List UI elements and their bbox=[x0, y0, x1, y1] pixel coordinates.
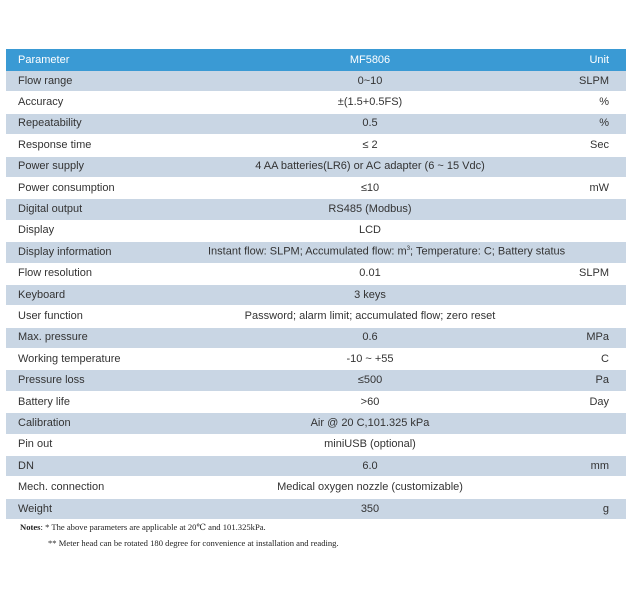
spec-table bbox=[6, 49, 626, 520]
row-parameter: Power consumption bbox=[6, 177, 208, 198]
table-row bbox=[6, 71, 626, 92]
notes-label: Notes bbox=[20, 522, 41, 532]
row-unit: C bbox=[532, 349, 626, 370]
header-unit: Unit bbox=[532, 49, 626, 71]
row-parameter: Pressure loss bbox=[6, 370, 208, 391]
row-value: >60 bbox=[208, 391, 532, 412]
row-parameter: Accuracy bbox=[6, 92, 208, 113]
header-parameter: Parameter bbox=[6, 49, 208, 71]
row-value: 0.5 bbox=[208, 113, 532, 134]
row-value: Medical oxygen nozzle (customizable) bbox=[208, 477, 532, 498]
table-row bbox=[6, 284, 626, 305]
table-row bbox=[6, 199, 626, 220]
row-parameter: Calibration bbox=[6, 413, 208, 434]
row-parameter: Response time bbox=[6, 135, 208, 156]
table-row bbox=[6, 456, 626, 477]
header-model: MF5806 bbox=[208, 49, 532, 71]
row-parameter: DN bbox=[6, 456, 208, 477]
row-unit: Day bbox=[532, 391, 626, 412]
row-parameter: Flow resolution bbox=[6, 263, 208, 284]
row-value: 350 bbox=[208, 498, 532, 519]
table-row bbox=[6, 327, 626, 348]
value-text: ; Temperature: C; Battery status bbox=[410, 246, 566, 259]
row-parameter: Repeatability bbox=[6, 113, 208, 134]
table-row bbox=[6, 306, 626, 327]
superscript: 3 bbox=[406, 246, 411, 253]
row-parameter: Weight bbox=[6, 498, 208, 519]
table-row bbox=[6, 434, 626, 455]
row-unit bbox=[532, 284, 626, 305]
row-unit bbox=[532, 220, 626, 241]
row-unit: % bbox=[532, 113, 626, 134]
row-unit bbox=[532, 477, 626, 498]
notes-text-1: : * The above parameters are applicable at 20℃ and 101.325kPa. bbox=[40, 522, 266, 532]
row-unit: Sec bbox=[532, 135, 626, 156]
table-row bbox=[6, 156, 626, 177]
row-unit bbox=[532, 199, 626, 220]
table-row bbox=[6, 413, 626, 434]
row-parameter: Digital output bbox=[6, 199, 208, 220]
notes-line-1 bbox=[20, 519, 339, 535]
row-unit: g bbox=[532, 498, 626, 519]
row-parameter: Working temperature bbox=[6, 349, 208, 370]
row-unit bbox=[532, 413, 626, 434]
table-row bbox=[6, 135, 626, 156]
row-parameter: User function bbox=[6, 306, 208, 327]
table-row bbox=[6, 177, 626, 198]
row-unit: mm bbox=[532, 456, 626, 477]
row-parameter: Display bbox=[6, 220, 208, 241]
row-parameter: Battery life bbox=[6, 391, 208, 412]
row-value: -10 ~ +55 bbox=[208, 349, 532, 370]
row-value: ±(1.5+0.5FS) bbox=[208, 92, 532, 113]
row-value: Password; alarm limit; accumulated flow; zero reset bbox=[208, 306, 532, 327]
row-unit: % bbox=[532, 92, 626, 113]
table-row bbox=[6, 113, 626, 134]
row-parameter: Power supply bbox=[6, 156, 208, 177]
row-unit bbox=[532, 434, 626, 455]
row-parameter: Mech. connection bbox=[6, 477, 208, 498]
row-unit: SLPM bbox=[532, 263, 626, 284]
table-row bbox=[6, 477, 626, 498]
row-value bbox=[208, 242, 566, 263]
row-value: ≤10 bbox=[208, 177, 532, 198]
row-value: 4 AA batteries(LR6) or AC adapter (6 ~ 15 Vdc) bbox=[208, 156, 532, 177]
row-value: 3 keys bbox=[208, 284, 532, 305]
table-row bbox=[6, 370, 626, 391]
row-value: 0.6 bbox=[208, 327, 532, 348]
row-parameter: Pin out bbox=[6, 434, 208, 455]
row-unit bbox=[532, 306, 626, 327]
row-parameter: Flow range bbox=[6, 71, 208, 92]
row-parameter: Display information bbox=[6, 242, 208, 263]
table-header bbox=[6, 49, 626, 71]
row-parameter: Keyboard bbox=[6, 284, 208, 305]
row-value: 6.0 bbox=[208, 456, 532, 477]
row-value: Air @ 20 C,101.325 kPa bbox=[208, 413, 532, 434]
row-parameter: Max. pressure bbox=[6, 327, 208, 348]
notes-line-2: ** Meter head can be rotated 180 degree for convenience at installation and reading. bbox=[48, 538, 339, 548]
row-unit bbox=[532, 156, 626, 177]
row-unit: Pa bbox=[532, 370, 626, 391]
table-row bbox=[6, 263, 626, 284]
row-unit: SLPM bbox=[532, 71, 626, 92]
row-value: miniUSB (optional) bbox=[208, 434, 532, 455]
table-row bbox=[6, 92, 626, 113]
row-unit: mW bbox=[532, 177, 626, 198]
row-value: 0.01 bbox=[208, 263, 532, 284]
table-row bbox=[6, 391, 626, 412]
row-value: ≤ 2 bbox=[208, 135, 532, 156]
table-row bbox=[6, 242, 626, 263]
value-text: Instant flow: SLPM; Accumulated flow: m bbox=[208, 246, 407, 259]
table-row bbox=[6, 498, 626, 519]
row-unit: MPa bbox=[532, 327, 626, 348]
row-value: 0~10 bbox=[208, 71, 532, 92]
notes bbox=[20, 519, 339, 551]
row-value: RS485 (Modbus) bbox=[208, 199, 532, 220]
row-value: ≤500 bbox=[208, 370, 532, 391]
row-value: LCD bbox=[208, 220, 532, 241]
table-row bbox=[6, 349, 626, 370]
table-row bbox=[6, 220, 626, 241]
